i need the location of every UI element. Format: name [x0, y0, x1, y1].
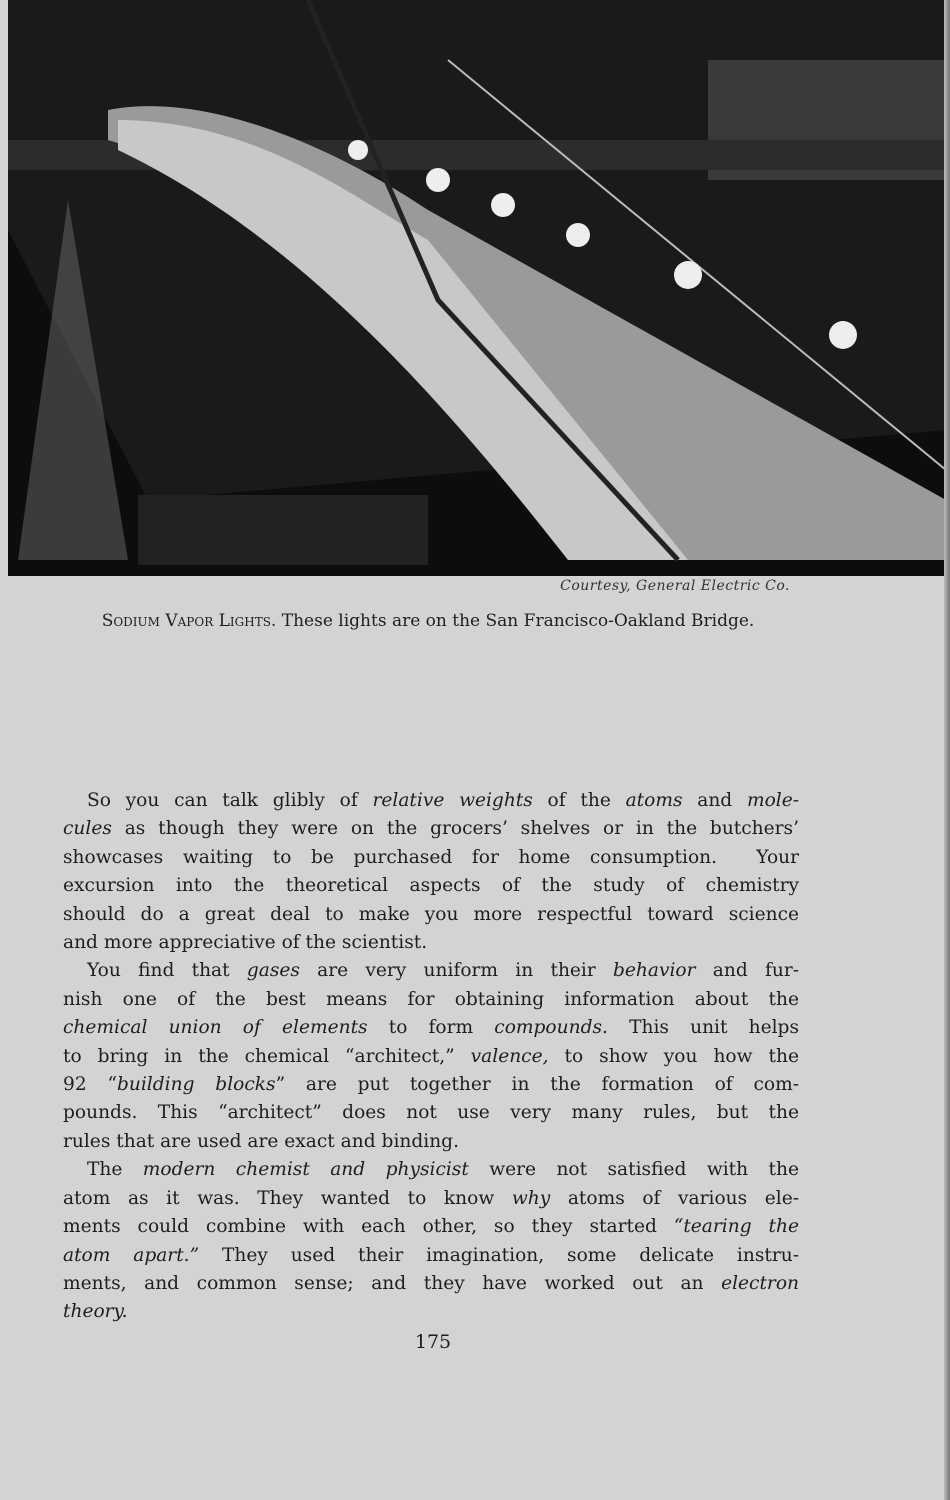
text-run: ments, and common sense; and they have worked out an [63, 1272, 722, 1294]
text-line [63, 1242, 799, 1270]
text-line [63, 815, 799, 843]
text-line [63, 1014, 799, 1042]
text-line [63, 957, 799, 985]
bridge-photo [8, 0, 946, 576]
text-line [63, 1071, 799, 1099]
text-run: are very uniform in their [299, 960, 613, 982]
text-line [63, 1270, 799, 1298]
text-run: and [682, 790, 747, 811]
text-line [63, 787, 799, 815]
text-run: should do a great deal to make you more respectful toward science [63, 903, 799, 925]
text-run: and more appreciative of the scientist. [63, 932, 428, 954]
text-run: as though they were on the grocers’ shelves or in the butchers’ [111, 818, 799, 840]
text-run: to bring in the chemical “architect,” [63, 1045, 471, 1067]
text-line [63, 1298, 799, 1326]
text-run: showcases waiting to be purchased for home consumption. Your [63, 846, 799, 868]
italic-text: behavior [613, 960, 696, 982]
italic-text: electron [721, 1272, 799, 1294]
photo-credit: Courtesy, General Electric Co. [560, 578, 790, 594]
italic-text: why [511, 1187, 551, 1209]
figure-caption [60, 608, 796, 635]
paragraph [63, 787, 799, 957]
italic-text: mole- [746, 790, 799, 811]
italic-text: atom apart.” [63, 1244, 200, 1266]
page-edge [944, 0, 950, 1500]
paragraph [63, 1156, 799, 1326]
text-run: and fur- [695, 960, 800, 982]
text-run: nish one of the best means for obtaining information about the [63, 988, 799, 1010]
text-run: to form [367, 1017, 495, 1039]
text-line [63, 929, 799, 957]
caption-title: Sodium Vapor Lights. [101, 611, 277, 631]
text-run: So you can talk glibly of [87, 790, 373, 811]
text-run: excursion into the theoretical aspects of the study of chemistry [63, 875, 799, 897]
paragraph [63, 957, 799, 1156]
text-line [63, 1043, 799, 1071]
text-run: ” are put together in the formation of com- [275, 1074, 799, 1096]
text-line [63, 1156, 799, 1184]
italic-text: building blocks [116, 1074, 276, 1096]
text-run: atoms of various ele- [550, 1187, 799, 1209]
text-line [63, 872, 799, 900]
italic-text: cules [63, 818, 112, 840]
text-run: atom as it was. They wanted to know [63, 1187, 512, 1209]
body-text [63, 787, 799, 1327]
italic-text: theory. [63, 1301, 128, 1323]
text-run: rules that are used are exact and binding. [63, 1130, 459, 1152]
text-line [63, 986, 799, 1014]
italic-text: “tearing the [673, 1216, 799, 1238]
italic-text: chemical union of elements [63, 1017, 368, 1039]
text-run: You find that [87, 960, 247, 982]
text-run: were not satisfied with the [468, 1159, 799, 1181]
text-line [63, 901, 799, 929]
text-line [63, 1128, 799, 1156]
text-run: They used their imagination, some delicate instru- [199, 1244, 799, 1266]
italic-text: atoms [625, 790, 683, 811]
text-run: This unit helps [607, 1017, 799, 1039]
text-run: pounds. This “architect” does not use very many rules, but the [63, 1102, 799, 1124]
text-line [63, 1213, 799, 1241]
italic-text: modern chemist and physicist [142, 1159, 469, 1181]
text-run: of the [532, 790, 626, 811]
italic-text: relative weights [372, 790, 533, 811]
italic-text: gases [246, 960, 300, 982]
italic-text: compounds. [494, 1017, 608, 1039]
text-line [63, 844, 799, 872]
text-run: ments could combine with each other, so they started [63, 1216, 674, 1238]
italic-text: valence, [470, 1045, 549, 1067]
caption-text: These lights are on the San Francisco-Oakland Bridge. [281, 611, 755, 631]
text-line [63, 1099, 799, 1127]
page-number: 175 [414, 1331, 452, 1353]
text-run: to show you how the [548, 1045, 799, 1067]
text-run: 92 “ [63, 1074, 117, 1096]
text-line [63, 1185, 799, 1213]
text-run: The [87, 1159, 143, 1181]
